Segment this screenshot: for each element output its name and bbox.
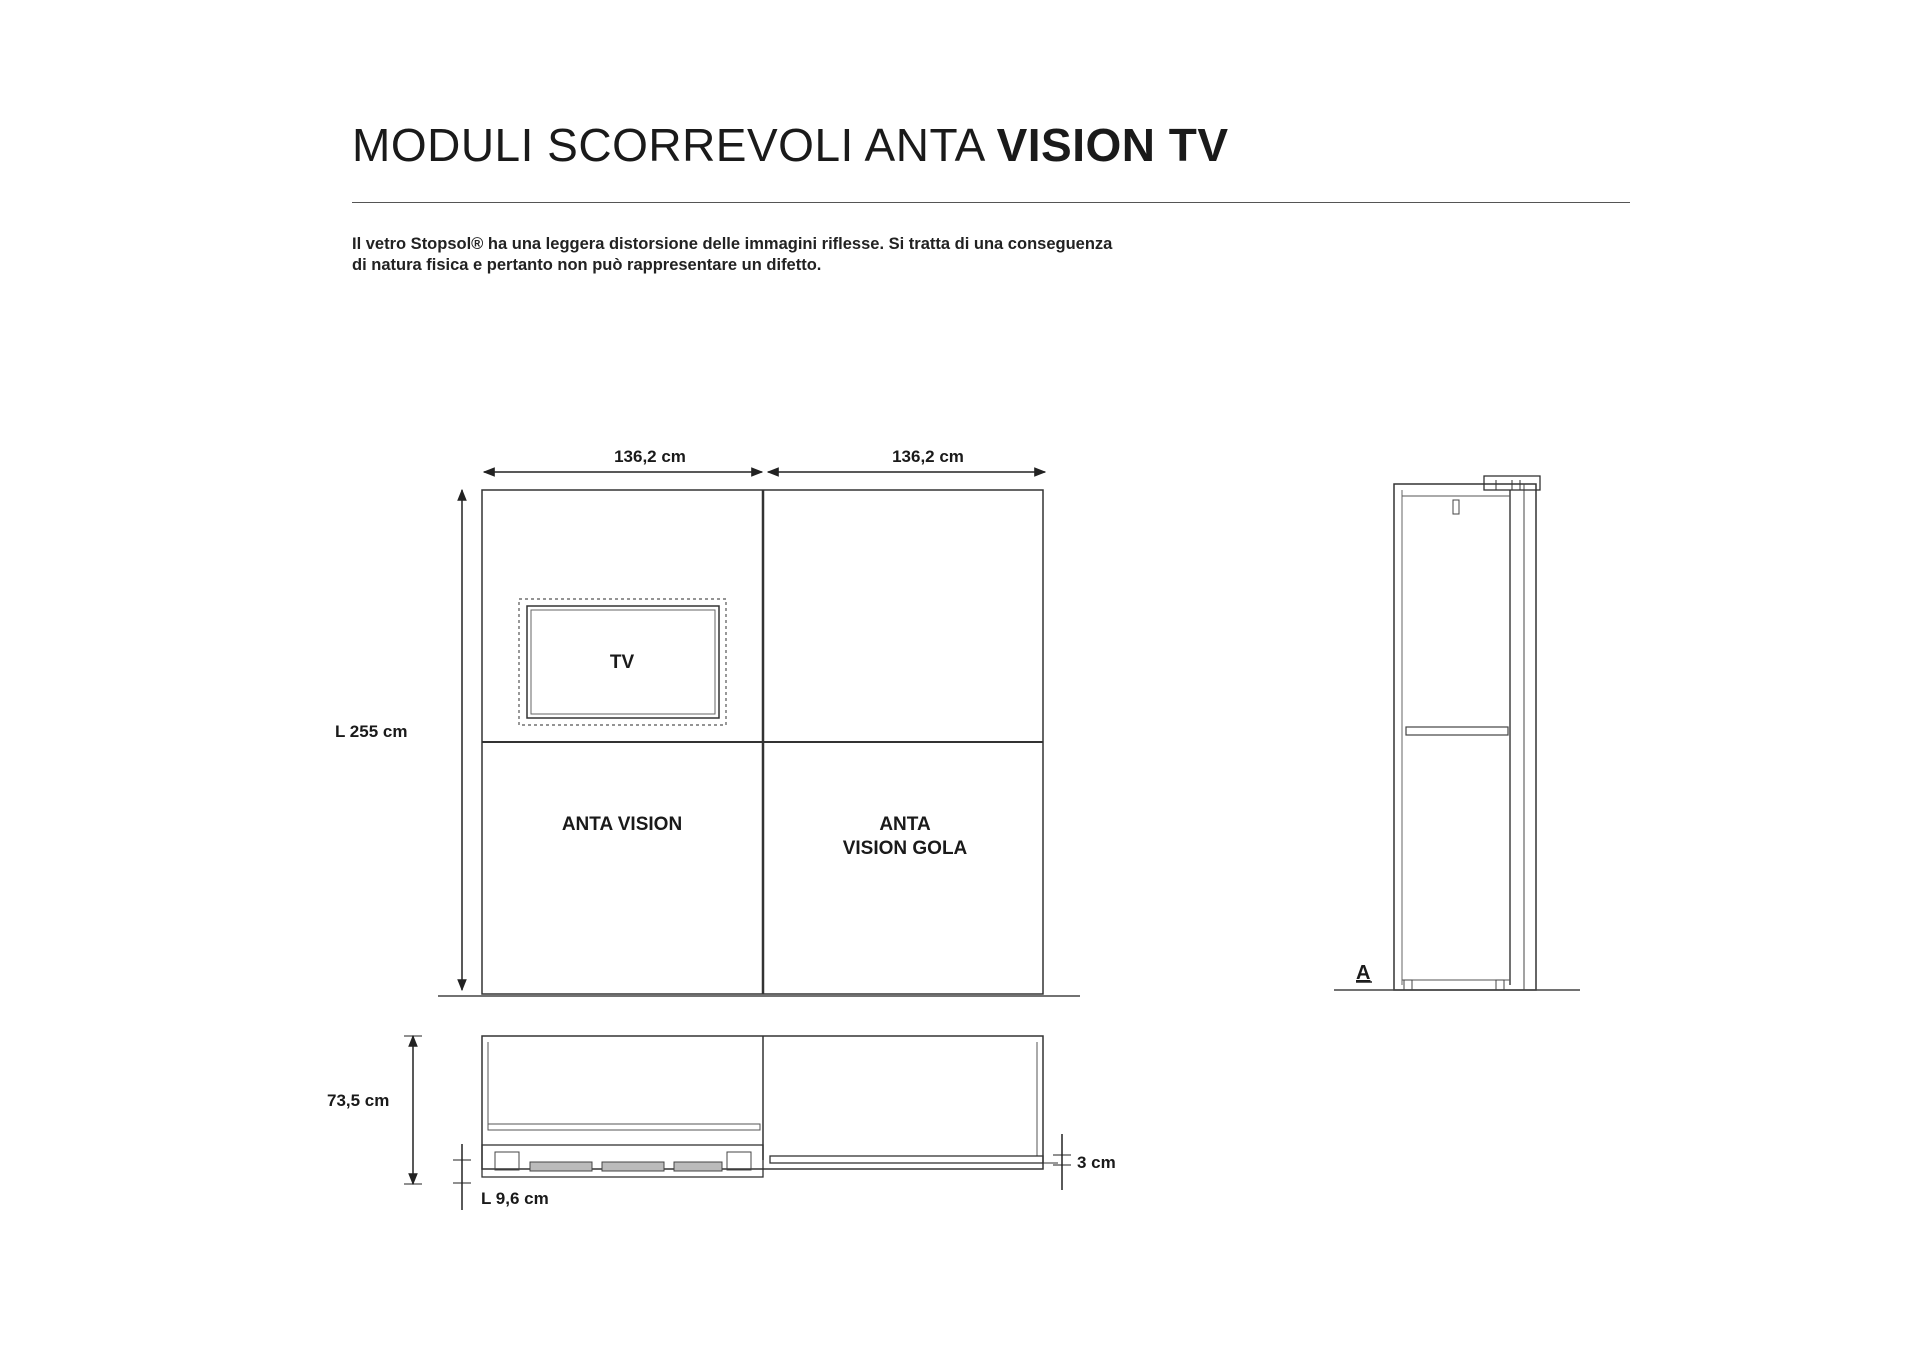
door-left-section <box>482 1145 763 1177</box>
side-section <box>1334 476 1580 990</box>
plan-view <box>327 1036 1116 1210</box>
height-label: L 255 cm <box>335 722 408 741</box>
door-right-section <box>770 1156 1043 1163</box>
width-label-left: 136,2 cm <box>614 447 686 466</box>
section-marker: A <box>1356 962 1371 984</box>
note-line-1: Il vetro Stopsol® ha una leggera distorsione delle immagini riflesse. Si tratta di una conseguenza <box>352 235 1113 253</box>
panel-label-right-line2: VISION GOLA <box>842 838 968 859</box>
title-bold: VISION TV <box>996 119 1229 171</box>
offset-label: 3 cm <box>1077 1153 1116 1172</box>
depth-label: 73,5 cm <box>327 1091 390 1110</box>
side-body <box>1394 484 1536 990</box>
front-elevation <box>335 447 1080 996</box>
title-light: MODULI SCORREVOLI ANTA <box>352 119 997 171</box>
side-shelf <box>1406 727 1508 735</box>
side-hanger <box>1453 500 1459 514</box>
tv-label: TV <box>609 652 635 673</box>
width-label-right: 136,2 cm <box>892 447 964 466</box>
panel-label-right-line1: ANTA <box>879 814 931 835</box>
note-line-2: di natura fisica e pertanto non può rappresentare un difetto. <box>352 256 822 274</box>
shelf-front <box>488 1124 760 1130</box>
track-label: L 9,6 cm <box>481 1189 549 1208</box>
panel-label-left: ANTA VISION <box>561 814 683 835</box>
